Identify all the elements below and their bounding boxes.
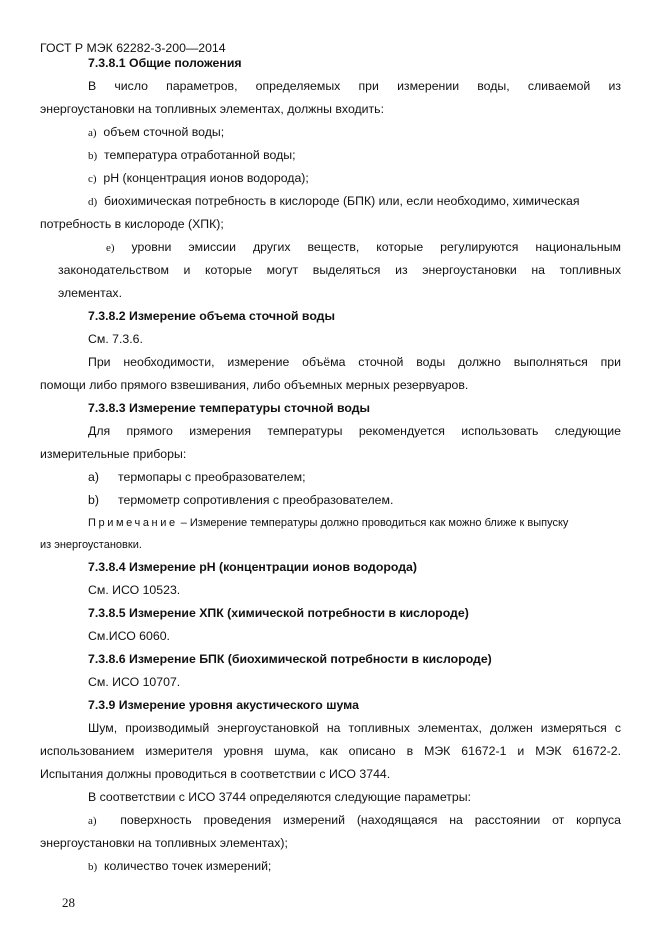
note-continuation: из энергоустановки. [40,539,142,551]
reference-line: См. ИСО 10523. [88,583,181,597]
list-marker: b) [88,861,98,873]
section-heading-7-3-8-2: 7.3.8.2 Измерение объема сточной воды [88,309,335,323]
list-item-text: объем сточной воды; [103,125,225,139]
list-item [88,167,309,191]
list-item-text: температура отработанной воды; [104,148,296,162]
list-item-text: количество точек измерений; [104,859,272,873]
paragraph-line: Шум, производимый энергоустановкой на топливных элементах, должен измеряться с [88,721,621,735]
reference-line: См. 7.3.6. [88,332,143,346]
page-number: 28 [62,895,75,910]
section-heading-7-3-8-3: 7.3.8.3 Измерение температуры сточной воды [88,401,371,415]
paragraph-line: В соответствии с ИСО 3744 определяются следующие параметры: [88,790,471,804]
section-heading-7-3-8-4: 7.3.8.4 Измерение pH (концентрации ионов водорода) [88,560,417,574]
list-item-continuation: энергоустановки на топливных элементах); [40,836,288,850]
paragraph-line: Испытания должны проводиться в соответствии с ИСО 3744. [40,767,391,781]
list-item [88,144,296,168]
section-heading-7-3-8-6: 7.3.8.6 Измерение БПК (биохимической потребности в кислороде) [88,652,492,666]
list-marker: b) [88,150,98,162]
section-heading-7-3-9: 7.3.9 Измерение уровня акустического шума [88,698,359,712]
paragraph-line: В число параметров, определяемых при измерении воды, сливаемой из [88,79,621,93]
list-item-continuation: законодательством и которые могут выделяться из энергоустановки на топливных [58,263,621,277]
list-marker: b) [88,493,99,507]
document-header: ГОСТ Р МЭК 62282-3-200—2014 [40,41,226,55]
list-item [88,466,306,489]
paragraph-line: Для прямого измерения температуры рекомендуется использовать следующие [88,424,621,438]
reference-line: См. ИСО 10707. [88,675,181,689]
list-item [88,809,621,833]
paragraph-line: энергоустановки на топливных элементах, должны входить: [40,102,385,116]
list-item-text: pH (концентрация ионов водорода); [103,171,309,185]
list-marker: a) [88,470,99,484]
list-marker: a) [88,815,97,827]
list-item [88,121,224,145]
list-marker: a) [88,127,97,139]
list-marker: e) [106,242,115,254]
list-item-text: термопары с преобразователем; [118,470,306,484]
list-item [88,489,394,512]
list-item-text: поверхность проведения измерений (находящаяся на расстоянии от корпуса [120,813,621,827]
list-item-text: термометр сопротивления с преобразователем. [118,493,394,507]
list-item [88,190,580,214]
reference-line: См.ИСО 6060. [88,629,170,643]
paragraph-line: использованием измерителя уровня шума, как описано в МЭК 61672-1 и МЭК 61672-2. [40,744,621,758]
paragraph-line: помощи либо прямого взвешивания, либо объемных мерных резервуаров. [40,378,469,392]
section-heading-7-3-8-5: 7.3.8.5 Измерение ХПК (химической потребности в кислороде) [88,606,469,620]
list-item-text: уровни эмиссии других веществ, которые регулируются национальным [131,240,621,254]
paragraph-line: При необходимости, измерение объёма сточной воды должно выполняться при [88,355,621,369]
list-item [88,855,271,879]
list-item-continuation: элементах. [58,286,123,300]
list-marker: c) [88,173,97,185]
note-text: – Измерение температуры должно проводиться как можно ближе к выпуску [177,517,569,529]
note-label: Примечание [88,517,178,529]
paragraph-line: измерительные приборы: [40,447,187,461]
list-item [106,236,621,260]
section-heading-7-3-8-1: 7.3.8.1 Общие положения [88,56,242,70]
list-item-continuation: потребность в кислороде (ХПК); [40,217,224,231]
list-item-text: биохимическая потребность в кислороде (БПК) или, если необходимо, химическая [104,194,580,208]
note-line [88,512,568,535]
list-marker: d) [88,196,98,208]
